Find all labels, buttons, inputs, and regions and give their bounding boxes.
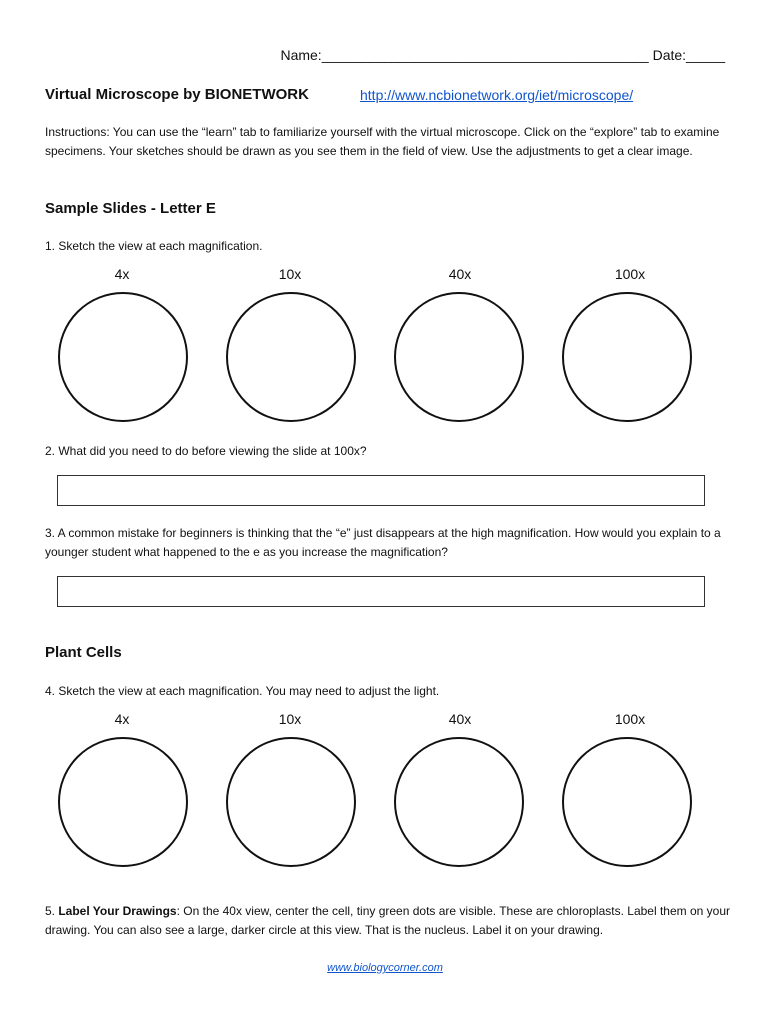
magnification-label-4x: 4x xyxy=(114,266,130,282)
plant-magnification-label-40x: 40x xyxy=(448,711,472,727)
sketch-circle-4x[interactable] xyxy=(58,292,188,422)
plant-sketch-circle-4x[interactable] xyxy=(58,737,188,867)
plant-magnification-label-10x: 10x xyxy=(278,711,302,727)
question-5-bold-label: Label Your Drawings xyxy=(58,904,177,918)
plant-sketch-circle-40x[interactable] xyxy=(394,737,524,867)
plant-magnification-label-4x: 4x xyxy=(114,711,130,727)
question-5-text: : On the 40x view, center the cell, tiny green dots are visible. These are chloroplasts. Label them on your drawing. You can also see a large, darker circle at this view. That is the nucleus. Label it on your drawing. xyxy=(45,904,731,937)
name-date-line: Name:__________________________________________ Date:_____ xyxy=(280,47,725,63)
sketch-circle-10x[interactable] xyxy=(226,292,356,422)
sketch-circle-100x[interactable] xyxy=(562,292,692,422)
plant-sketch-circle-10x[interactable] xyxy=(226,737,356,867)
section-heading-letter-e: Sample Slides - Letter E xyxy=(45,200,216,217)
section-heading-plant-cells: Plant Cells xyxy=(45,644,122,661)
sketch-circle-40x[interactable] xyxy=(394,292,524,422)
question-3: 3. A common mistake for beginners is thinking that the “e” just disappears at the high magnification. How would you explain to a younger student what happened to the e as you increase the magnification? xyxy=(45,526,721,559)
plant-sketch-circle-100x[interactable] xyxy=(562,737,692,867)
question-5-number: 5. xyxy=(45,904,59,918)
magnification-label-40x: 40x xyxy=(448,266,472,282)
answer-box-q2[interactable] xyxy=(57,475,705,506)
footer-link[interactable]: www.biologycorner.com xyxy=(327,962,443,974)
question-1: 1. Sketch the view at each magnification. xyxy=(45,239,263,253)
magnification-label-100x: 100x xyxy=(614,266,646,282)
answer-box-q3[interactable] xyxy=(57,576,705,607)
question-2: 2. What did you need to do before viewing the slide at 100x? xyxy=(45,444,367,458)
question-4: 4. Sketch the view at each magnification. You may need to adjust the light. xyxy=(45,684,440,698)
instructions-text: Instructions: You can use the “learn” tab to familiarize yourself with the virtual microscope. Click on the “explore” tab to examine specimens. Your sketches should be drawn as you see them in the field of view. Use the adjustments to get a clear image. xyxy=(45,125,720,158)
page-title: Virtual Microscope by BIONETWORK xyxy=(45,86,309,103)
magnification-label-10x: 10x xyxy=(278,266,302,282)
question-5 xyxy=(45,902,735,939)
microscope-link[interactable]: http://www.ncbionetwork.org/iet/microscope/ xyxy=(360,87,634,103)
plant-magnification-label-100x: 100x xyxy=(614,711,646,727)
